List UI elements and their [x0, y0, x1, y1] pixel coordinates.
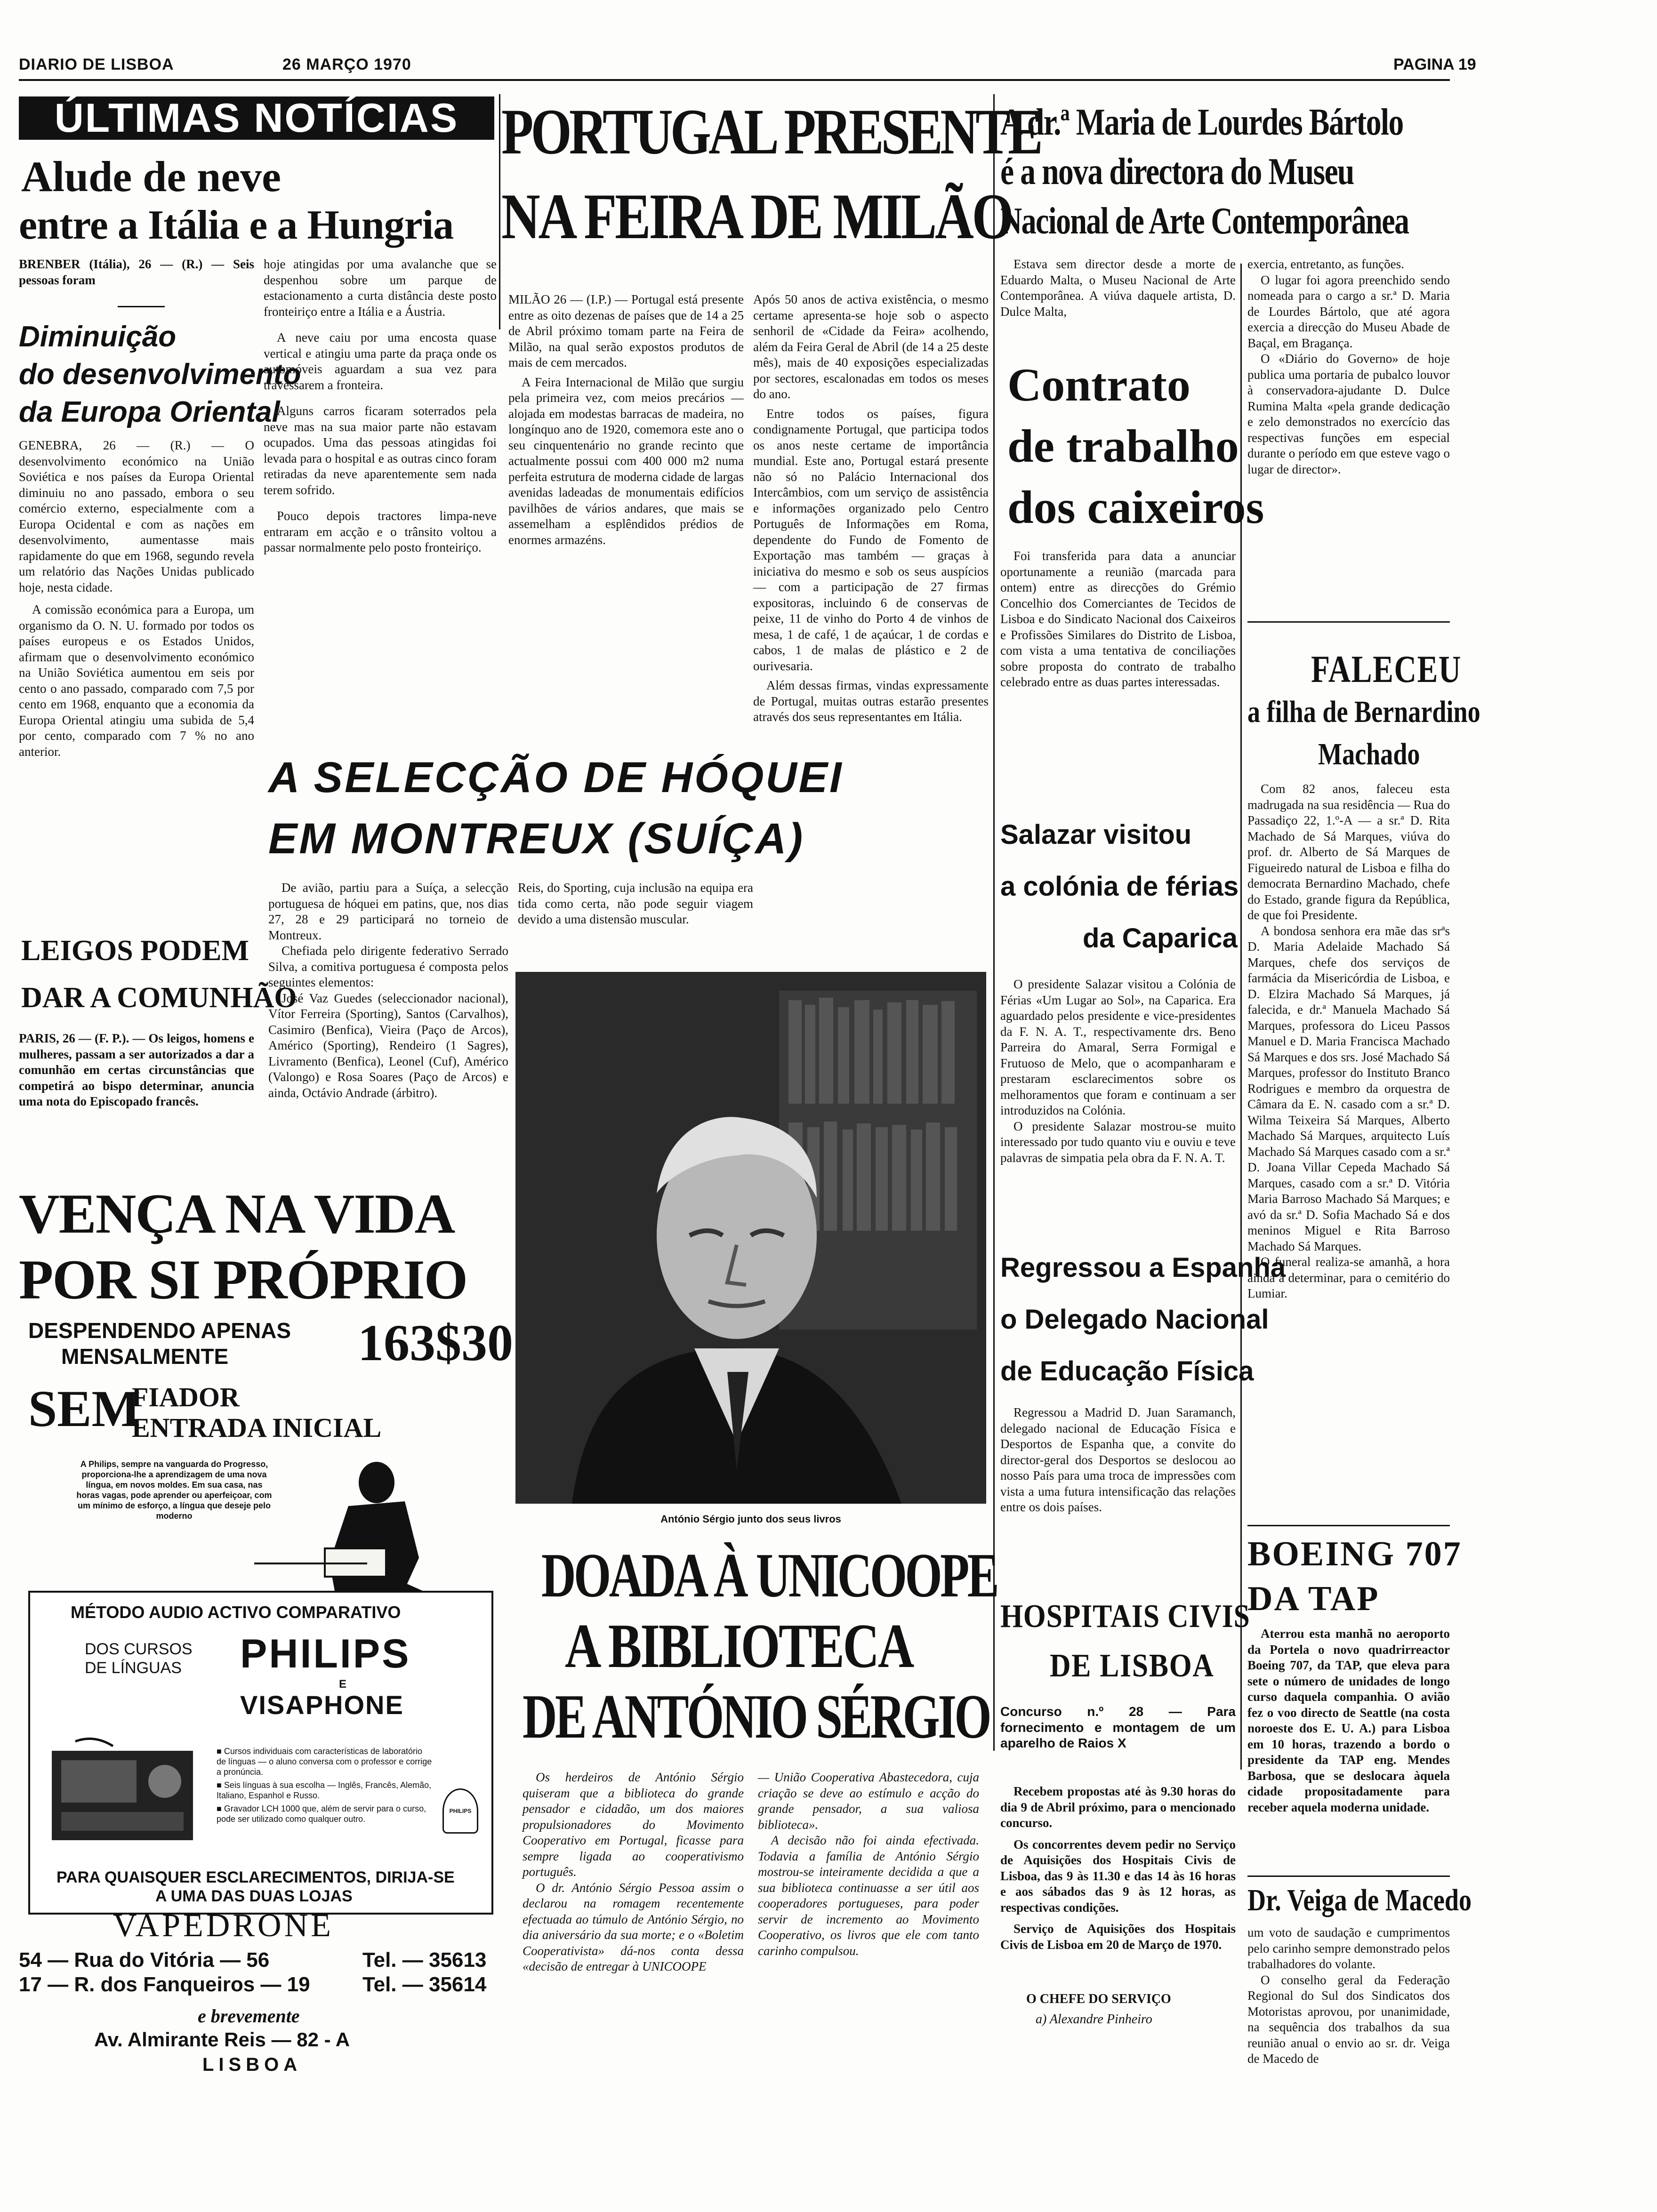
philips-logo-text: PHILIPS: [449, 1808, 472, 1814]
contrato-headline-line2: de trabalho: [1007, 420, 1239, 472]
espanha-article: [1000, 1405, 1236, 1584]
ad-brevemente: e brevemente: [198, 2005, 300, 2027]
hospitais-signature-1: O CHEFE DO SERVIÇO: [1026, 1992, 1171, 2006]
leigos-headline-line1: LEIGOS PODEM: [21, 935, 249, 967]
alude-text-e: Pouco depois tractores limpa-neve entraram em acção e o trânsito voltou a passar normalmente pelo posto fronteiriço.: [264, 509, 497, 554]
ad-bullet: ■ Cursos individuais com características de laboratório de línguas — o aluno conversa com o professor e corrige a pronúncia.: [217, 1747, 432, 1777]
bartolo-text-a: Estava sem director desde a morte de Eduardo Malta, o Museu Nacional de Arte Contemporânea. A viúva daquele artista, D. Dulce Malta,: [1000, 257, 1236, 319]
alude-text-d: Alguns carros ficaram soterrados pela neve mas na sua maior parte não estavam ocupados. Uma das pessoas atingidas foi levada para o hospital e as outras cinco foram retiradas da neve aparentemente sem nada terem sofrido.: [264, 404, 497, 497]
contrato-headline-line1: Contrato: [1007, 359, 1190, 411]
boeing-headline-line1: BOEING 707: [1247, 1535, 1462, 1573]
leigos-headline-line2: DAR A COMUNHÃO: [21, 982, 297, 1014]
hoquei-headline-line2: EM MONTREUX (SUÍÇA): [268, 815, 805, 863]
contrato-article: [1000, 548, 1236, 793]
bartolo-headline-line1: A dr.ª Maria de Lourdes Bártolo: [1000, 102, 1403, 143]
ad-fiador: FIADOR: [132, 1382, 240, 1412]
salazar-headline-line1: Salazar visitou: [1000, 819, 1192, 850]
diminuicao-text-a: GENEBRA, 26 — (R.) — O desenvolvimento económico na União Soviética e nos países da Europa Oriental diminuiu no ano passado, embora o seu comércio externo, especialmente com a Europa Ocidental e com as nações em desenvolvimento, aumentasse mais rapidamente do que em 1968, segundo revela um relatório das Nações Unidas publicado hoje, nesta cidade.: [19, 438, 254, 594]
ad-bullet-3: Gravador LCH 1000 que, além de servir para o curso, pode ser utilizado como qualquer outro.: [217, 1804, 426, 1824]
hospitais-text-a: Recebem propostas até às 9.30 horas do dia 9 de Abril próximo, para o mencionado concurso.: [1000, 1784, 1236, 1830]
hospitais-text-b: Os concorrentes devem pedir no Serviço de Aquisições dos Hospitais Civis de Lisboa, das 9 às 11.30 e das 14 às 16 horas e aos sábados das 9 às 12 horas, as respectivas condições.: [1000, 1837, 1236, 1915]
espanha-text: Regressou a Madrid D. Juan Saramanch, delegado nacional de Educação Física e Desportos de Espanha que, a convite do director-geral dos Desportos se deslocou ao nosso País para uma troca de impressões com vista a uma futura intensificação das relações entre os dois países.: [1000, 1405, 1236, 1514]
hoquei-text-b: Chefiada pelo dirigente federativo Serrado Silva, a comitiva portuguesa é composta pelos seguintes elementos:: [268, 944, 508, 989]
boeing-text: Aterrou esta manhã no aeroporto da Portela o novo quadrirreactor Boeing 707, da TAP, que eleva para sete o número de unidades de longo curso daquela companhia. O avião fez o voo directo de Seattle (na costa noroeste dos E. U. A.) para Lisboa em 10 horas, trazendo a bordo o presidente da TAP eng. Mendes Barbosa, que se deslocara àquela cidade propositadamente para receber aquela moderna unidade.: [1247, 1627, 1450, 1814]
hospitais-headline-line2: DE LISBOA: [1050, 1648, 1215, 1684]
diminuicao-headline-line2: do desenvolvimento: [19, 358, 301, 391]
alude-text-a: BRENBER (Itália), 26 — (R.) — Seis pessoas foram: [19, 257, 254, 287]
faleceu-text-a: Com 82 anos, faleceu esta madrugada na sua residência — Rua do Passadiço 22, 1.º-A — a sr.ª D. Rita Machado de Sá Marques, viúva do prof. dr. Alberto de Sá Marques de Figueiredo natural de Lisboa e filha do democrata Bernardino Machado, chefe do Estado, grande figura da República, de que foi Presidente.: [1247, 782, 1450, 922]
ad-bullet: ■ Gravador LCH 1000 que, além de servir para o curso, pode ser utilizado como qualquer outro.: [217, 1804, 426, 1824]
ad-store: VAPEDRONE: [113, 1907, 334, 1944]
ad-bullet-1: Cursos individuais com características de laboratório de línguas — o aluno conversa com o professor e corrige a pronúncia.: [217, 1747, 432, 1777]
bartolo-article-left: [1000, 256, 1236, 351]
leigos-text: PARIS, 26 — (F. P.). — Os leigos, homens e mulheres, passam a ser autorizados a dar a comunhão em certas circunstâncias que competirá ao bispo determinar, anuncia uma nota do Episcopado francês.: [19, 1031, 254, 1108]
espanha-headline-line1: Regressou a Espanha: [1000, 1252, 1286, 1283]
portugal-text-e: Além dessas firmas, vindas expressamente de Portugal, muitas outras estarão presentes através dos seus representantes em Itália.: [753, 678, 989, 724]
veiga-headline: Dr. Veiga de Macedo: [1247, 1883, 1472, 1917]
photo-caption: António Sérgio junto dos seus livros: [660, 1513, 841, 1525]
bartolo-text-d: O «Diário do Governo» de hoje publica uma portaria de pubalco louvor à conservadora-ajudante D. Dulce Rumina Malta «pela grande dedicação e zelo demonstrados no exercício das respectivas funções em especial durante o período em que esteve vago o lugar de director».: [1247, 352, 1450, 476]
diminuicao-article: [19, 438, 254, 927]
ad-address-3: Av. Almirante Reis — 82 - A: [94, 2028, 350, 2051]
faleceu-text-b: A bondosa senhora era mãe das srªs D. Maria Adelaide Machado Sá Marques, chefe dos serviços de farmácia da Misericórdia de Lisboa, e D. Elzira Machado Sá Marques, já falecida, e dr.ª Manuela Machado Sá Marques, professora do Liceu Passos Manuel e D. Maria Francisca Machado Sá Marques e dos srs. José Machado Sá Marques, professor do Instituto Branco Rodrigues e membro da orquestra de Câmara da E. N. casado com a sr.ª D. Wilma Teixeira Sá Marques, Alberto Machado Sá Marques, arquitecto Luís Machado Sá Marques casado com a sr.ª D. Joana Villar Cepeda Machado Sá Marques, casado com a sr.ª D. Vitória Maria Barroso Machado Sá Marques; e avó da sr.ª D. Sofia Machado Sá e dos meninos Miguel e Rita Barroso Machado Sá Marques.: [1247, 923, 1450, 1253]
alude-text-b: hoje atingidas por uma avalanche que se despenhou sobre um parque de estacionamento a curta distância deste posto fronteiriço entre a Itália e a Áustria.: [264, 257, 497, 319]
hoquei-text-a: De avião, partiu para a Suíça, a selecção portuguesa de hóquei em patins, que, nos dias 27, 28 e 29 participará no torneio de Montreux.: [268, 881, 508, 942]
ad-subline-2: MENSALMENTE: [61, 1344, 229, 1369]
sergio-headline-line3: DE ANTÓNIO SÉRGIO: [523, 1682, 990, 1751]
ad-entrada: ENTRADA INICIAL: [132, 1412, 382, 1443]
salazar-headline-line3: da Caparica: [1083, 923, 1238, 954]
sergio-headline-line1: DOADA À UNICOOPE: [541, 1540, 997, 1610]
hospitais-article: [1000, 1784, 1236, 1981]
philips-advertisement: [19, 1177, 513, 1905]
bartolo-text-b: exercia, entretanto, as funções.: [1247, 257, 1404, 271]
ad-subline-1: DESPENDENDO APENAS: [28, 1318, 291, 1343]
ad-contact-2: A UMA DAS DUAS LOJAS: [155, 1887, 353, 1905]
ad-city: LISBOA: [202, 2054, 302, 2075]
ad-tel-1: Tel. — 35613: [362, 1948, 487, 1972]
sergio-article-right: [758, 1770, 979, 2080]
espanha-headline-line3: de Educação Física: [1000, 1356, 1254, 1387]
hoquei-headline-line1: A SELECÇÃO DE HÓQUEI: [268, 753, 844, 801]
portrait-illustration: [515, 972, 986, 1504]
diminuicao-headline-line1: Diminuição: [19, 321, 177, 353]
visaphone-device-illustration: [47, 1737, 202, 1859]
header-rule: [19, 79, 1450, 81]
ad-divider: [254, 1563, 367, 1564]
faleceu-article: [1247, 781, 1450, 1515]
issue-date: 26 MARÇO 1970: [282, 56, 411, 73]
ad-headline-1: VENÇA NA VIDA: [19, 1182, 455, 1245]
hoquei-text-d: Reis, do Sporting, cuja inclusão na equipa era tida como certa, não pode seguir viagem devido a uma distensão muscular.: [518, 881, 753, 926]
hospitais-subhead-text: Concurso n.º 28 — Para fornecimento e montagem de um aparelho de Raios X: [1000, 1704, 1236, 1750]
faleceu-headline-line2: a filha de Bernardino: [1247, 695, 1480, 729]
alude-dateline: [19, 256, 254, 294]
veiga-rule: [1247, 1875, 1450, 1877]
ad-blurb: A Philips, sempre na vanguarda do Progresso, proporciona-lhe a aprendizagem de uma nova língua, em novos moldes. Em sua casa, nas horas vagas, pode aprender ou aperfeiçoar, com um mínimo de esforço, a língua que deseje pelo moderno: [76, 1459, 272, 1521]
boeing-rule: [1247, 1525, 1450, 1526]
column-rule-2: [993, 94, 995, 1751]
alude-headline-line1: Alude de neve: [21, 152, 281, 200]
ad-metodo: MÉTODO AUDIO ACTIVO COMPARATIVO: [71, 1603, 401, 1622]
portugal-text-a: MILÃO 26 — (I.P.) — Portugal está presente entre as oito dezenas de países que de 14 a 25 de Abril próximo tomam parte na Feira de Milão, na qual serão expostos produtos de mais de cem mercados.: [508, 292, 744, 369]
ultimas-noticias-banner: ÚLTIMAS NOTÍCIAS: [19, 96, 494, 140]
ad-address-2: 17 — R. dos Fanqueiros — 19: [19, 1973, 310, 1996]
ad-address-1: 54 — Rua do Vitória — 56: [19, 1948, 270, 1972]
salazar-text-b: O presidente Salazar mostrou-se muito interessado por tudo quanto viu e ouviu e teve palavras de simpatia pela obra da F. N. A. T.: [1000, 1119, 1236, 1165]
antonio-sergio-photo: [515, 972, 986, 1504]
alude-text-c: A neve caiu por uma encosta quase vertical e atingiu uma parte da praça onde os automóveis aguardam a sua vez para travessarem a fronteira.: [264, 330, 497, 392]
philips-logo: [442, 1788, 478, 1834]
portugal-headline-line2: NA FEIRA DE MILÃO: [501, 180, 1012, 252]
ad-price: 163$30: [358, 1314, 513, 1371]
sergio-headline-line2: A BIBLIOTECA: [565, 1611, 913, 1681]
hoquei-article-right: [518, 880, 753, 974]
ad-bullet: ■ Seis línguas à sua escolha — Inglês, Francês, Alemão, Italiano, Espanhol e Russo.: [217, 1780, 432, 1800]
contrato-headline-line3: dos caixeiros: [1007, 481, 1264, 533]
diminuicao-text-b: A comissão económica para a Europa, um organismo da O. N. U. formado por todos os países europeus e os Estados Unidos, afirmam que o desenvolvimento económico na União Soviética aumentou em seis por cento o ano passado, comparado com 7,5 por cento em 1968, enquanto que a economia da Europa Oriental atingiu uma subida de 5,4 por cento, comparado com 7 % no ano anterior.: [19, 602, 254, 759]
faleceu-headline-line1: FALECEU: [1311, 648, 1462, 690]
salazar-article: [1000, 977, 1236, 1240]
ad-bullet-2: Seis línguas à sua escolha — Inglês, Francês, Alemão, Italiano, Espanhol e Russo.: [217, 1780, 432, 1800]
contrato-text: Foi transferida para data a anunciar oportunamente a reunião (marcada para ontem) entre as direcções do Grémio Concelhio dos Comerciantes de Tecidos de Lisboa e do Sindicato Nacional dos Caixeiros e Profissões Similares do Distrito de Lisboa, com vista a uma tentativa de conciliações sobre proposta do contrato de trabalho celebrado entre as duas partes interessadas.: [1000, 549, 1236, 689]
bartolo-headline-line3: Nacional de Arte Contemporânea: [1000, 200, 1409, 242]
sergio-article-left: [523, 1770, 744, 2080]
ad-brand-e: E: [339, 1678, 347, 1691]
boeing-article: [1247, 1626, 1450, 1894]
espanha-headline-line2: o Delegado Nacional: [1000, 1304, 1269, 1335]
alude-headline-line2: entre a Itália e a Hungria: [19, 202, 454, 248]
veiga-text-b: O conselho geral da Federação Regional do Sul dos Sindicatos dos Motoristas aprovou, por unanimidade, na sequência dos trabalhos da sua reunião anual o envio ao sr. dr. Veiga de Macedo de: [1247, 1972, 1450, 2066]
bartolo-headline-line2: é a nova directora do Museu: [1000, 151, 1354, 192]
hospitais-text-c: Serviço de Aquisições dos Hospitais Civis de Lisboa em 20 de Março de 1970.: [1000, 1922, 1236, 1952]
sergio-text-c: — União Cooperativa Abastecedora, cuja criação se deve ao estímulo e acção do grande pensador, a sua valiosa biblioteca».: [758, 1770, 979, 1832]
sergio-text-d: A decisão não foi ainda efectivada. Todavia a família de António Sérgio mostrou-se inteiramente decidida a que a sua biblioteca continuasse a ser útil aos cooperadores portugueses, para poder servir de incremento ao Movimento Cooperativo, os livros que ele com tanto carinho compulsou.: [758, 1833, 979, 1958]
sergio-text-b: O dr. António Sérgio Pessoa assim o declarou na romagem recentemente efectuada ao túmulo de António Sérgio, no dia aniversário da sua morte; e o «Boletim Cooperativista» dá-nos conta dessa «decisão de entregar à UNICOOPE: [523, 1880, 744, 1973]
ad-dos-cursos-1: DOS CURSOS: [85, 1640, 193, 1658]
bartolo-text-c: O lugar foi agora preenchido sendo nomeada para o cargo a sr.ª D. Maria de Lourdes Bártolo, que até agora exercia a direcção do Museu Abade de Baçal, em Bragança.: [1247, 272, 1450, 350]
ad-contact-1: PARA QUAISQUER ESCLARECIMENTOS, DIRIJA-SE: [56, 1868, 455, 1886]
leigos-article: [19, 1031, 254, 1172]
diminuicao-headline-line3: da Europa Oriental: [19, 396, 280, 428]
masthead: DIARIO DE LISBOA: [19, 56, 174, 73]
alude-article-col2: [264, 256, 497, 751]
boeing-headline-line2: DA TAP: [1247, 1579, 1380, 1618]
short-rule: [118, 306, 165, 307]
ad-dos-cursos-2: DE LÍNGUAS: [85, 1659, 182, 1677]
portugal-text-b: A Feira Internacional de Milão que surgiu pela primeira vez, com meios precários — alojada em modestas barracas de madeira, no longínquo ano de 1920, comemora este ano o seu cinquentenário no grande recinto que actualmente possui com 400 000 m2 numa perfeita estrutura de moderna cidade de largas avenidas ladeadas de monumentais edifícios pavilhões de vários andares, que mais se assemelham a esplêndidos prédios de enormes armazéns.: [508, 375, 744, 547]
portugal-article-left: [508, 292, 744, 725]
page-number: PAGINA 19: [1393, 56, 1476, 73]
veiga-text-a: um voto de saudação e cumprimentos pelo carinho sempre demonstrado pelos trabalhadores do volante.: [1247, 1925, 1450, 1971]
veiga-article: [1247, 1925, 1450, 2099]
ad-tel-2: Tel. — 35614: [362, 1973, 487, 1996]
ad-headline-2: POR SI PRÓPRIO: [19, 1248, 467, 1311]
column-rule-1: [499, 94, 500, 329]
ad-visaphone: VISAPHONE: [240, 1690, 404, 1720]
ad-bullets: [217, 1746, 433, 1824]
hospitais-headline-line1: HOSPITAIS CIVIS: [1000, 1598, 1250, 1635]
hospitais-signature-2: a) Alexandre Pinheiro: [1036, 2012, 1152, 2027]
hoquei-text-c: José Vaz Guedes (seleccionador nacional), Vítor Ferreira (Sporting), Santos (Carvalhos), Casimiro (Benfica), Vieira (Paço de Arcos), Américo (Sporting), Rendeiro (1 Sagres), Livramento (Benfica), Leonel (Cuf), Américo (Valongo) e Rosa Soares (Paço de Arcos) e ainda, Octávio Andrade (árbitro).: [268, 991, 508, 1100]
bartolo-article-right: [1247, 256, 1450, 614]
salazar-headline-line2: a colónia de férias: [1000, 871, 1239, 902]
faleceu-text-c: O funeral realiza-se amanhã, a hora ainda a determinar, para o cemitério do Lumiar.: [1247, 1255, 1450, 1300]
portugal-text-d: Entre todos os países, figura condignamente Portugal, que participa todos os anos neste certame de importância mundial. Este ano, Portugal estará presente não só no Palácio Internacional dos Intercâmbios, com um serviço de assistência e informações organizado pelo Centro Português de Informações em Roma, dependente do Fundo de Fomento de Exportação mas também — graças à iniciativa do mesmo e sob os seus auspícios — com a participação de 27 firmas expositoras, incluindo 6 de conservas de peixe, 11 de vinho do Porto 4 de vinhos de mesa, 1 de café, 1 de açaúcar, 1 de cordas e cabos, 1 de malas de plástico e 2 de ourivesaria.: [753, 406, 989, 673]
hoquei-article-left: [268, 880, 508, 1172]
ad-sem: SEM: [28, 1380, 141, 1437]
portugal-text-c: Após 50 anos de activa existência, o mesmo certame apresenta-se hoje sob o aspecto senhoril de «Cidade da Feira» acolhendo, além da Feira Geral de Abril (de 14 a 25 deste mês), mais de 40 exposições especializadas por sectores, escalonadas em todos os meses do ano.: [753, 292, 989, 401]
hospitais-subhead: [1000, 1704, 1236, 1770]
salazar-text-a: O presidente Salazar visitou a Colónia de Férias «Um Lugar ao Sol», na Caparica. Era aguardado pelos presidente e vice-presidentes da F. N. A. T., respectivamente drs. Beno Parreira do Amaral, Serra Formigal e Frutuoso de Melo, que o acompanharam e prestaram esclarecimentos sobre os melhoramentos que foram e continuam a ser introduzidos na Colónia.: [1000, 977, 1236, 1117]
sergio-text-a: Os herdeiros de António Sérgio quiseram que a biblioteca do grande pensador e cidadão, um dos maiores propulsionadores do Movimento Cooperativo em Portugal, ficasse para sempre ligada ao cooperativismo português.: [523, 1770, 744, 1879]
faleceu-headline-line3: Machado: [1318, 737, 1420, 771]
faleceu-rule: [1247, 621, 1450, 623]
ad-brand: PHILIPS: [240, 1631, 411, 1676]
portugal-headline-line1: PORTUGAL PRESENTE: [501, 96, 1041, 168]
